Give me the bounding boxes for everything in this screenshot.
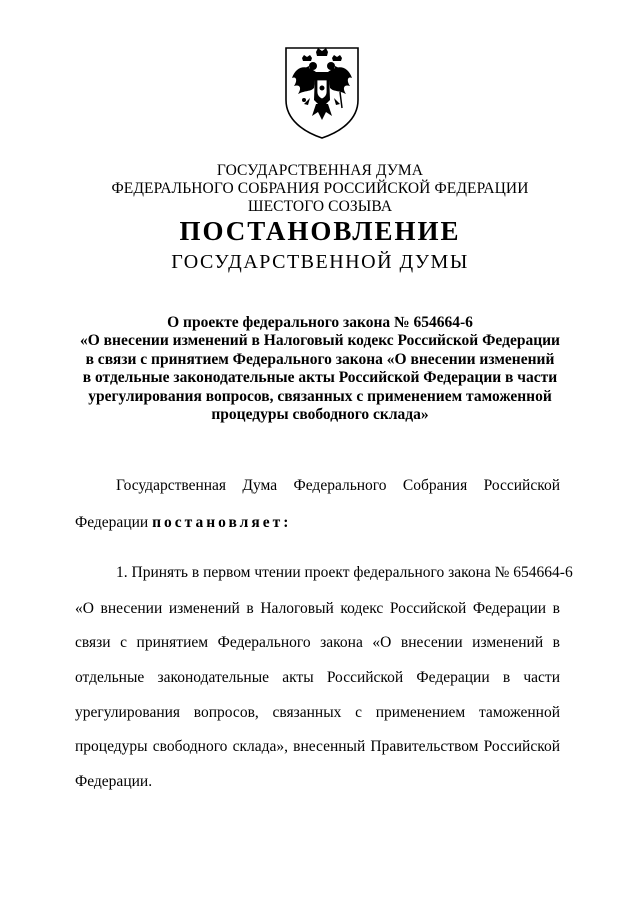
preamble-federation: Федерации — [75, 514, 149, 531]
subject-line: О проекте федерального закона № 654664-6 — [167, 314, 473, 331]
preamble-line-1: Государственная Дума Федерального Собрания Российской — [116, 477, 560, 494]
document-type: ПОСТАНОВЛЕНИЕ — [179, 216, 461, 246]
item-1-line-6: процедуры свободного склада», внесенный Правительством Российской — [75, 738, 560, 755]
resolves-keyword: постановляет: — [152, 514, 292, 531]
item-1-line-1: 1. Принять в первом чтении проект федерального закона № 654664-6 — [116, 564, 573, 581]
header-line-2: ФЕДЕРАЛЬНОГО СОБРАНИЯ РОССИЙСКОЙ ФЕДЕРАЦИИ — [111, 180, 529, 197]
item-1-line-2: «О внесении изменений в Налоговый кодекс Российской Федерации в — [75, 600, 560, 617]
item-1-line-5: урегулирования вопросов, связанных с применением таможенной — [75, 704, 560, 721]
item-1-line-7: Федерации. — [75, 773, 153, 790]
item-1-line-3: связи с принятием Федерального закона «О внесении изменений в — [75, 634, 560, 651]
subject-line: в отдельные законодательные акты Российской Федерации в части — [82, 369, 558, 387]
russian-coat-of-arms-icon — [282, 42, 362, 140]
header-line-1: ГОСУДАРСТВЕННАЯ ДУМА — [216, 162, 424, 179]
subject-line: процедуры свободного склада» — [211, 406, 429, 424]
subject-line: «О внесении изменений в Налоговый кодекс Российской Федерации — [80, 332, 560, 350]
preamble-line-2 — [75, 514, 560, 532]
resolution-subject — [0, 314, 640, 424]
subject-line: в связи с принятием Федерального закона «О внесении изменений — [85, 350, 555, 368]
subject-line: урегулирования вопросов, связанных с применением таможенной — [88, 387, 552, 405]
item-1-line-4: отдельные законодательные акты Российской Федерации в части — [75, 669, 560, 686]
document-issuer: ГОСУДАРСТВЕННОЙ ДУМЫ — [171, 251, 469, 273]
header-line-3: ШЕСТОГО СОЗЫВА — [247, 198, 393, 215]
issuing-body — [0, 162, 640, 216]
